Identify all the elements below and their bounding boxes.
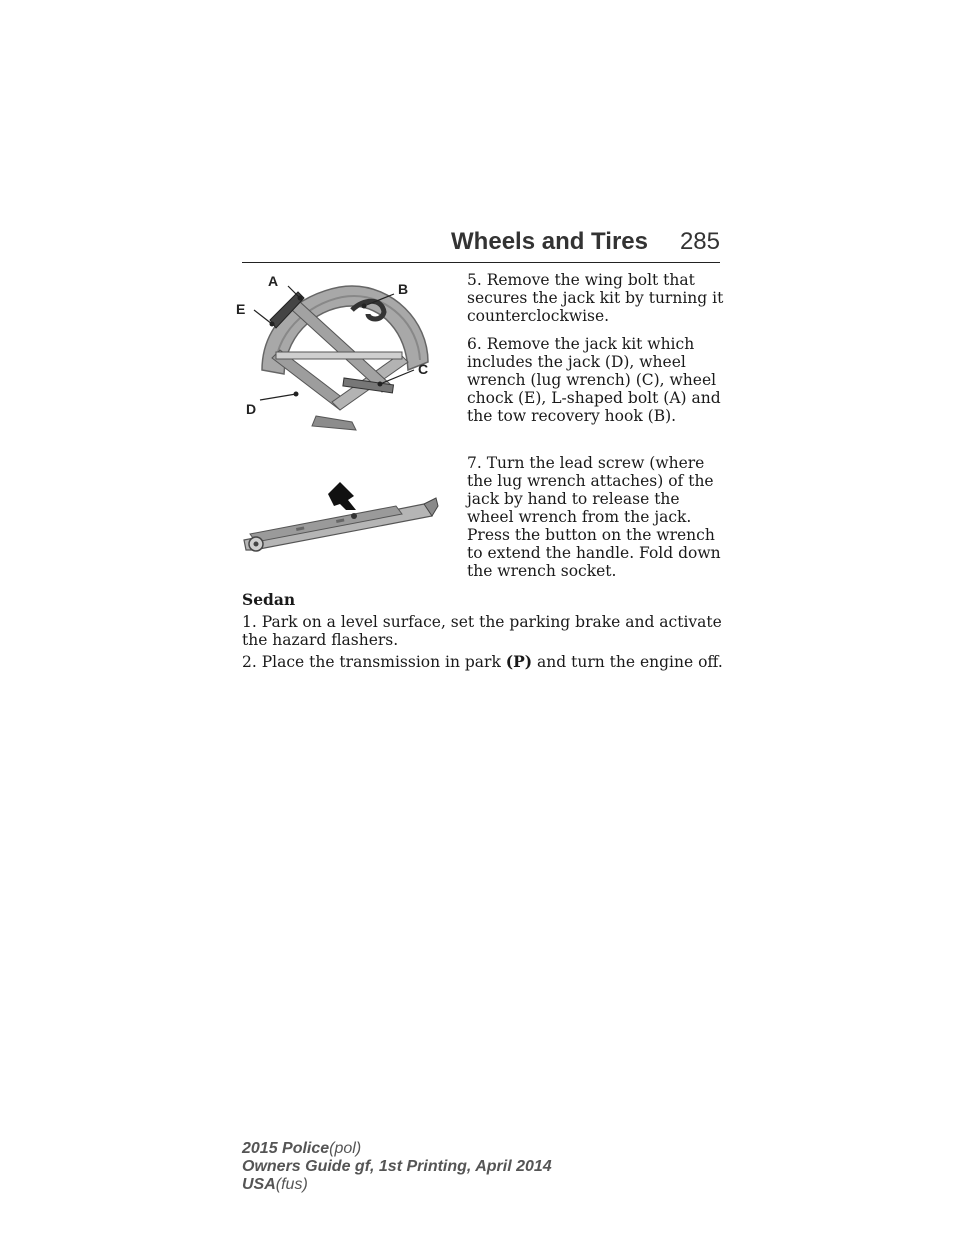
sedan-step-2 (242, 653, 732, 671)
wrench-steps (467, 454, 725, 590)
wheel-wrench-illustration (236, 470, 446, 558)
callout-e: E (236, 301, 246, 317)
footer-region: USA (242, 1176, 276, 1193)
sedan-step-1: 1. Park on a level surface, set the parking brake and activate the hazard flashers. (242, 613, 722, 649)
park-position: (P) (505, 652, 533, 671)
callout-b: B (398, 281, 409, 297)
sedan-step-2-text: 2. Place the transmission in park (242, 653, 506, 671)
page-header (242, 228, 720, 263)
page-footer (242, 1140, 642, 1194)
section-heading: Wheels and Tires (451, 228, 648, 255)
callout-c: C (418, 361, 429, 377)
footer-model-code: (pol) (329, 1140, 362, 1157)
step-6: 6. Remove the jack kit which includes the jack (D), wheel wrench (lug wrench) (C), wheel chock (E), L-shaped bolt (A) and the tow recovery hook (B). (467, 335, 721, 425)
step-7: 7. Turn the lead screw (where the lug wrench attaches) of the jack by hand to release the wheel wrench from the jack. Press the button on the wrench to extend the handle. Fold down the wrench socket. (467, 454, 721, 580)
jack-kit-steps (467, 271, 725, 435)
sedan-step-2-text-end: and turn the engine off. (532, 653, 723, 671)
footer-model: 2015 Police (242, 1140, 330, 1157)
button-arrow-icon (328, 482, 356, 510)
sedan-heading: Sedan (242, 590, 296, 609)
footer-printing: Owners Guide gf, 1st Printing, April 2014 (242, 1158, 552, 1175)
page-number: 285 (679, 228, 720, 255)
callout-a: A (268, 273, 279, 289)
step-5: 5. Remove the wing bolt that secures the jack kit by turning it counterclockwise. (467, 271, 724, 325)
footer-region-code: (fus) (275, 1176, 308, 1193)
jack-kit-illustration (232, 270, 450, 436)
callout-d: D (246, 401, 257, 417)
